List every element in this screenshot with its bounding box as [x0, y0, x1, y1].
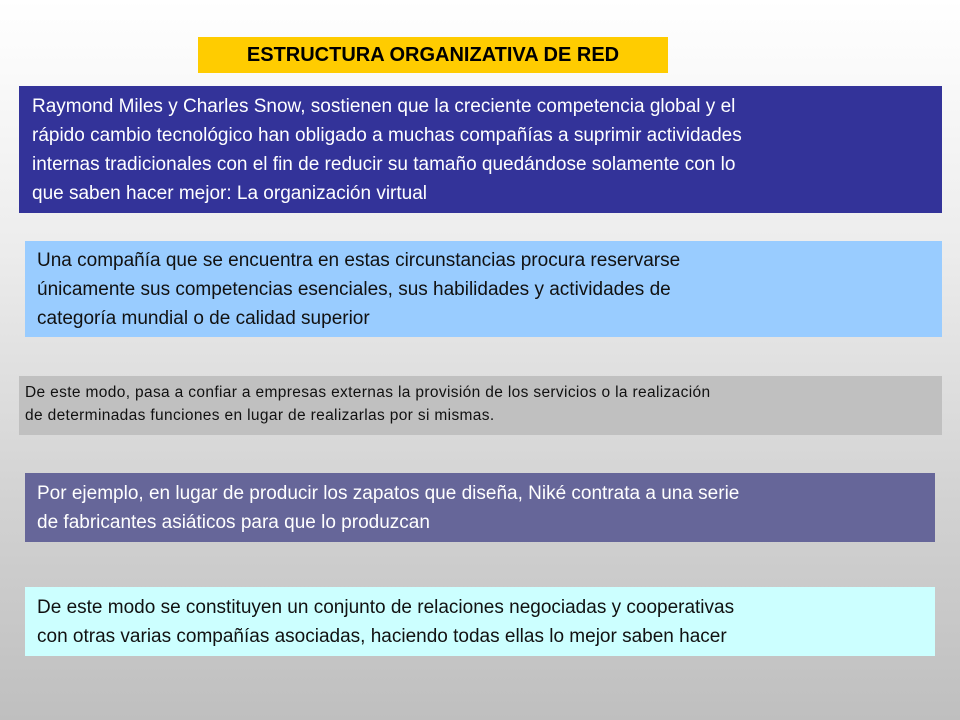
text-box-core-competencies: Una compañía que se encuentra en estas circunstancias procura reservarse únicamente sus competencias esenciales, sus habilidades y actividades de categoría mundial o de calidad superior [25, 241, 942, 337]
text-box-nike-example: Por ejemplo, en lugar de producir los zapatos que diseña, Niké contrata a una serie de fabricantes asiáticos para que lo produzcan [25, 473, 935, 542]
text-box-outsourcing: De este modo, pasa a confiar a empresas externas la provisión de los servicios o la realización de determinadas funciones en lugar de realizarlas por si mismas. [19, 376, 942, 435]
text-box-network-relations: De este modo se constituyen un conjunto de relaciones negociadas y cooperativas con otras varias compañías asociadas, haciendo todas ellas lo mejor saben hacer [25, 587, 935, 656]
text-box-miles-snow: Raymond Miles y Charles Snow, sostienen que la creciente competencia global y el rápido cambio tecnológico han obligado a muchas compañías a suprimir actividades internas tradicionales con el fin de reducir su tamaño quedándose solamente con lo que saben hacer mejor: La organización virtual [19, 86, 942, 213]
slide-title: ESTRUCTURA ORGANIZATIVA DE RED [198, 37, 668, 73]
